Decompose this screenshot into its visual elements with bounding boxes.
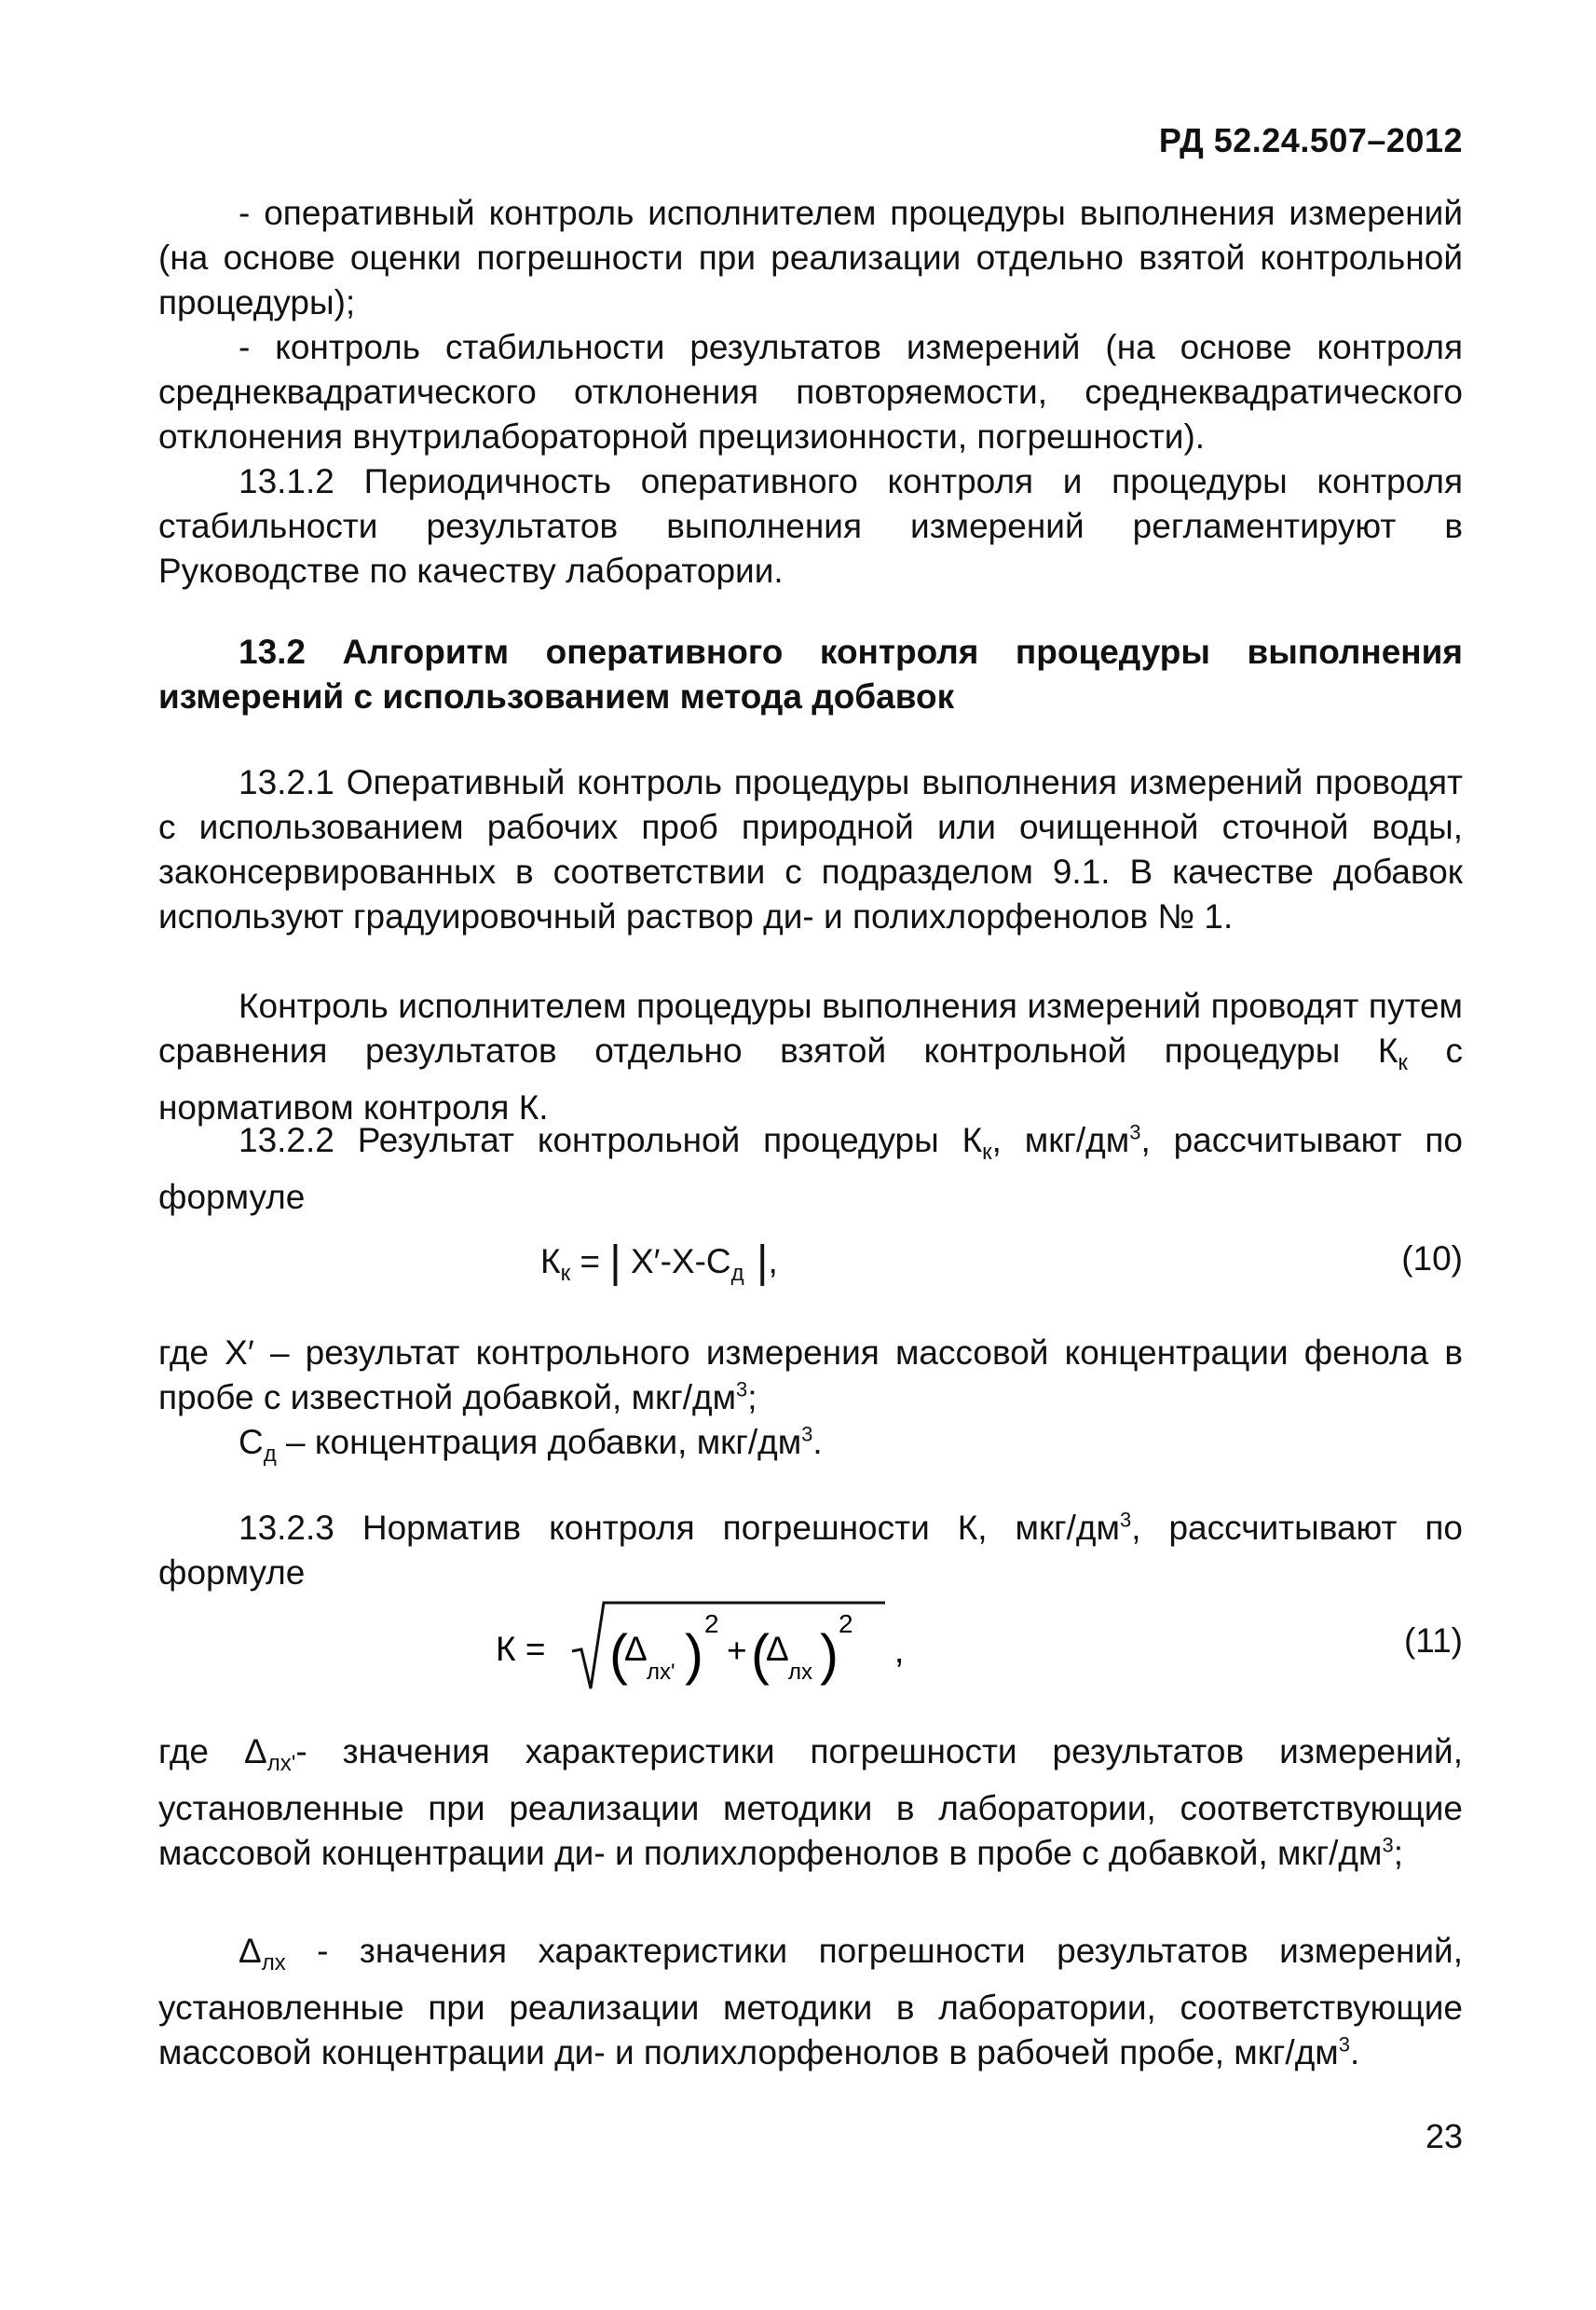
paragraph-operational-control: - оперативный контроль исполнителем процедуры выполнения измерений (на основе оценки погрешности при реализации отдельно взятой контрольной процедуры); [158,194,1463,321]
paren-close-2: ) [820,1623,839,1686]
formula-10: $К_к$ = | $Х'-Х-С_д$ |, [540,1237,778,1287]
svg-text:К =: К = [496,1630,546,1668]
paragraph-delta-lx-prime: где $\Delta_{лх'}-$ значения характеристики погрешности результатов измерений, установленные при реализации методики в лаборатории, соответствующие массовой концентрации ди- и полихлорфенолов в пробе с добавкой, мкг/$дм^3$; [158,1732,1464,1872]
equation-number-10: (10) [1401,1239,1463,1278]
formula-11 [494,1595,922,1698]
section-heading-13-2: 13.2 Алгоритм оперативного контроля процедуры выполнения измерений с использованием метода добавок [158,633,1463,716]
equation-number-11: (11) [1403,1621,1463,1660]
paragraph-13-1-2: 13.1.2 Периодичность оперативного контроля и процедуры контроля стабильности результатов выполнения измерений регламентируют в Руководстве по качеству лаборатории. [158,462,1463,590]
paragraph-13-2-2: 13.2.2 Результат контрольной процедуры $К_к$, мкг/$дм^3$, рассчитывают по формуле [158,1120,1463,1216]
paragraph-control-comparison: Контроль исполнителем процедуры выполнения измерений проводят путем сравнения результатов отдельно взятой контрольной процедуры $К_к$ с нормативом контроля К. [158,987,1463,1127]
svg-text:2: 2 [839,1609,853,1638]
paren-close-1: ) [685,1623,703,1686]
paragraph-13-2-3: 13.2.3 Норматив контроля погрешности К, мкг/$дм^3$, рассчитывают по формуле [158,1508,1463,1592]
paragraph-stability-control: - контроль стабильности результатов измерений (на основе контроля среднеквадратического отклонения повторяемости, среднеквадратического отклонения внутрилабораторной прецизионности, погрешности). [158,328,1463,456]
svg-text:Δ: Δ [766,1630,789,1668]
abs-bar-left: | [609,1237,621,1287]
svg-text:,: , [894,1632,905,1670]
document-code-header: РД 52.24.507–2012 [1158,121,1463,159]
paren-open-2: ( [751,1623,770,1686]
svg-text:2: 2 [704,1609,719,1638]
abs-bar-right: | [743,1237,769,1287]
svg-text:Δ: Δ [624,1630,648,1668]
paragraph-where-x-prime: где Х′ – результат контрольного измерения массовой концентрации фенола в пробе с известной добавкой, мкг/$дм^3$; [158,1333,1463,1416]
paragraph-delta-lx: $\Delta_{лх}$ - значения характеристики погрешности результатов измерений, установленные при реализации методики в лаборатории, соответствующие массовой концентрации ди- и полихлорфенолов в рабочей пробе, мкг/$дм^3$. [158,1932,1463,2071]
page-number: 23 [1425,2117,1463,2155]
svg-text:+: + [727,1632,747,1670]
paragraph-13-2-1: 13.2.1 Оперативный контроль процедуры выполнения измерений проводят с использованием рабочих проб природной или очищенной сточной воды, законсервированных в соответствии с подразделом 9.1. В качестве добавок используют градуировочный раствор ди- и полихлорфенолов № 1. [158,763,1463,936]
svg-text:лх: лх [788,1660,813,1685]
paren-open-1: ( [609,1623,628,1686]
paragraph-cd-definition: $С_д$ – концентрация добавки, мкг/$дм^3$. [239,1422,823,1467]
svg-text:лх': лх' [647,1660,675,1685]
